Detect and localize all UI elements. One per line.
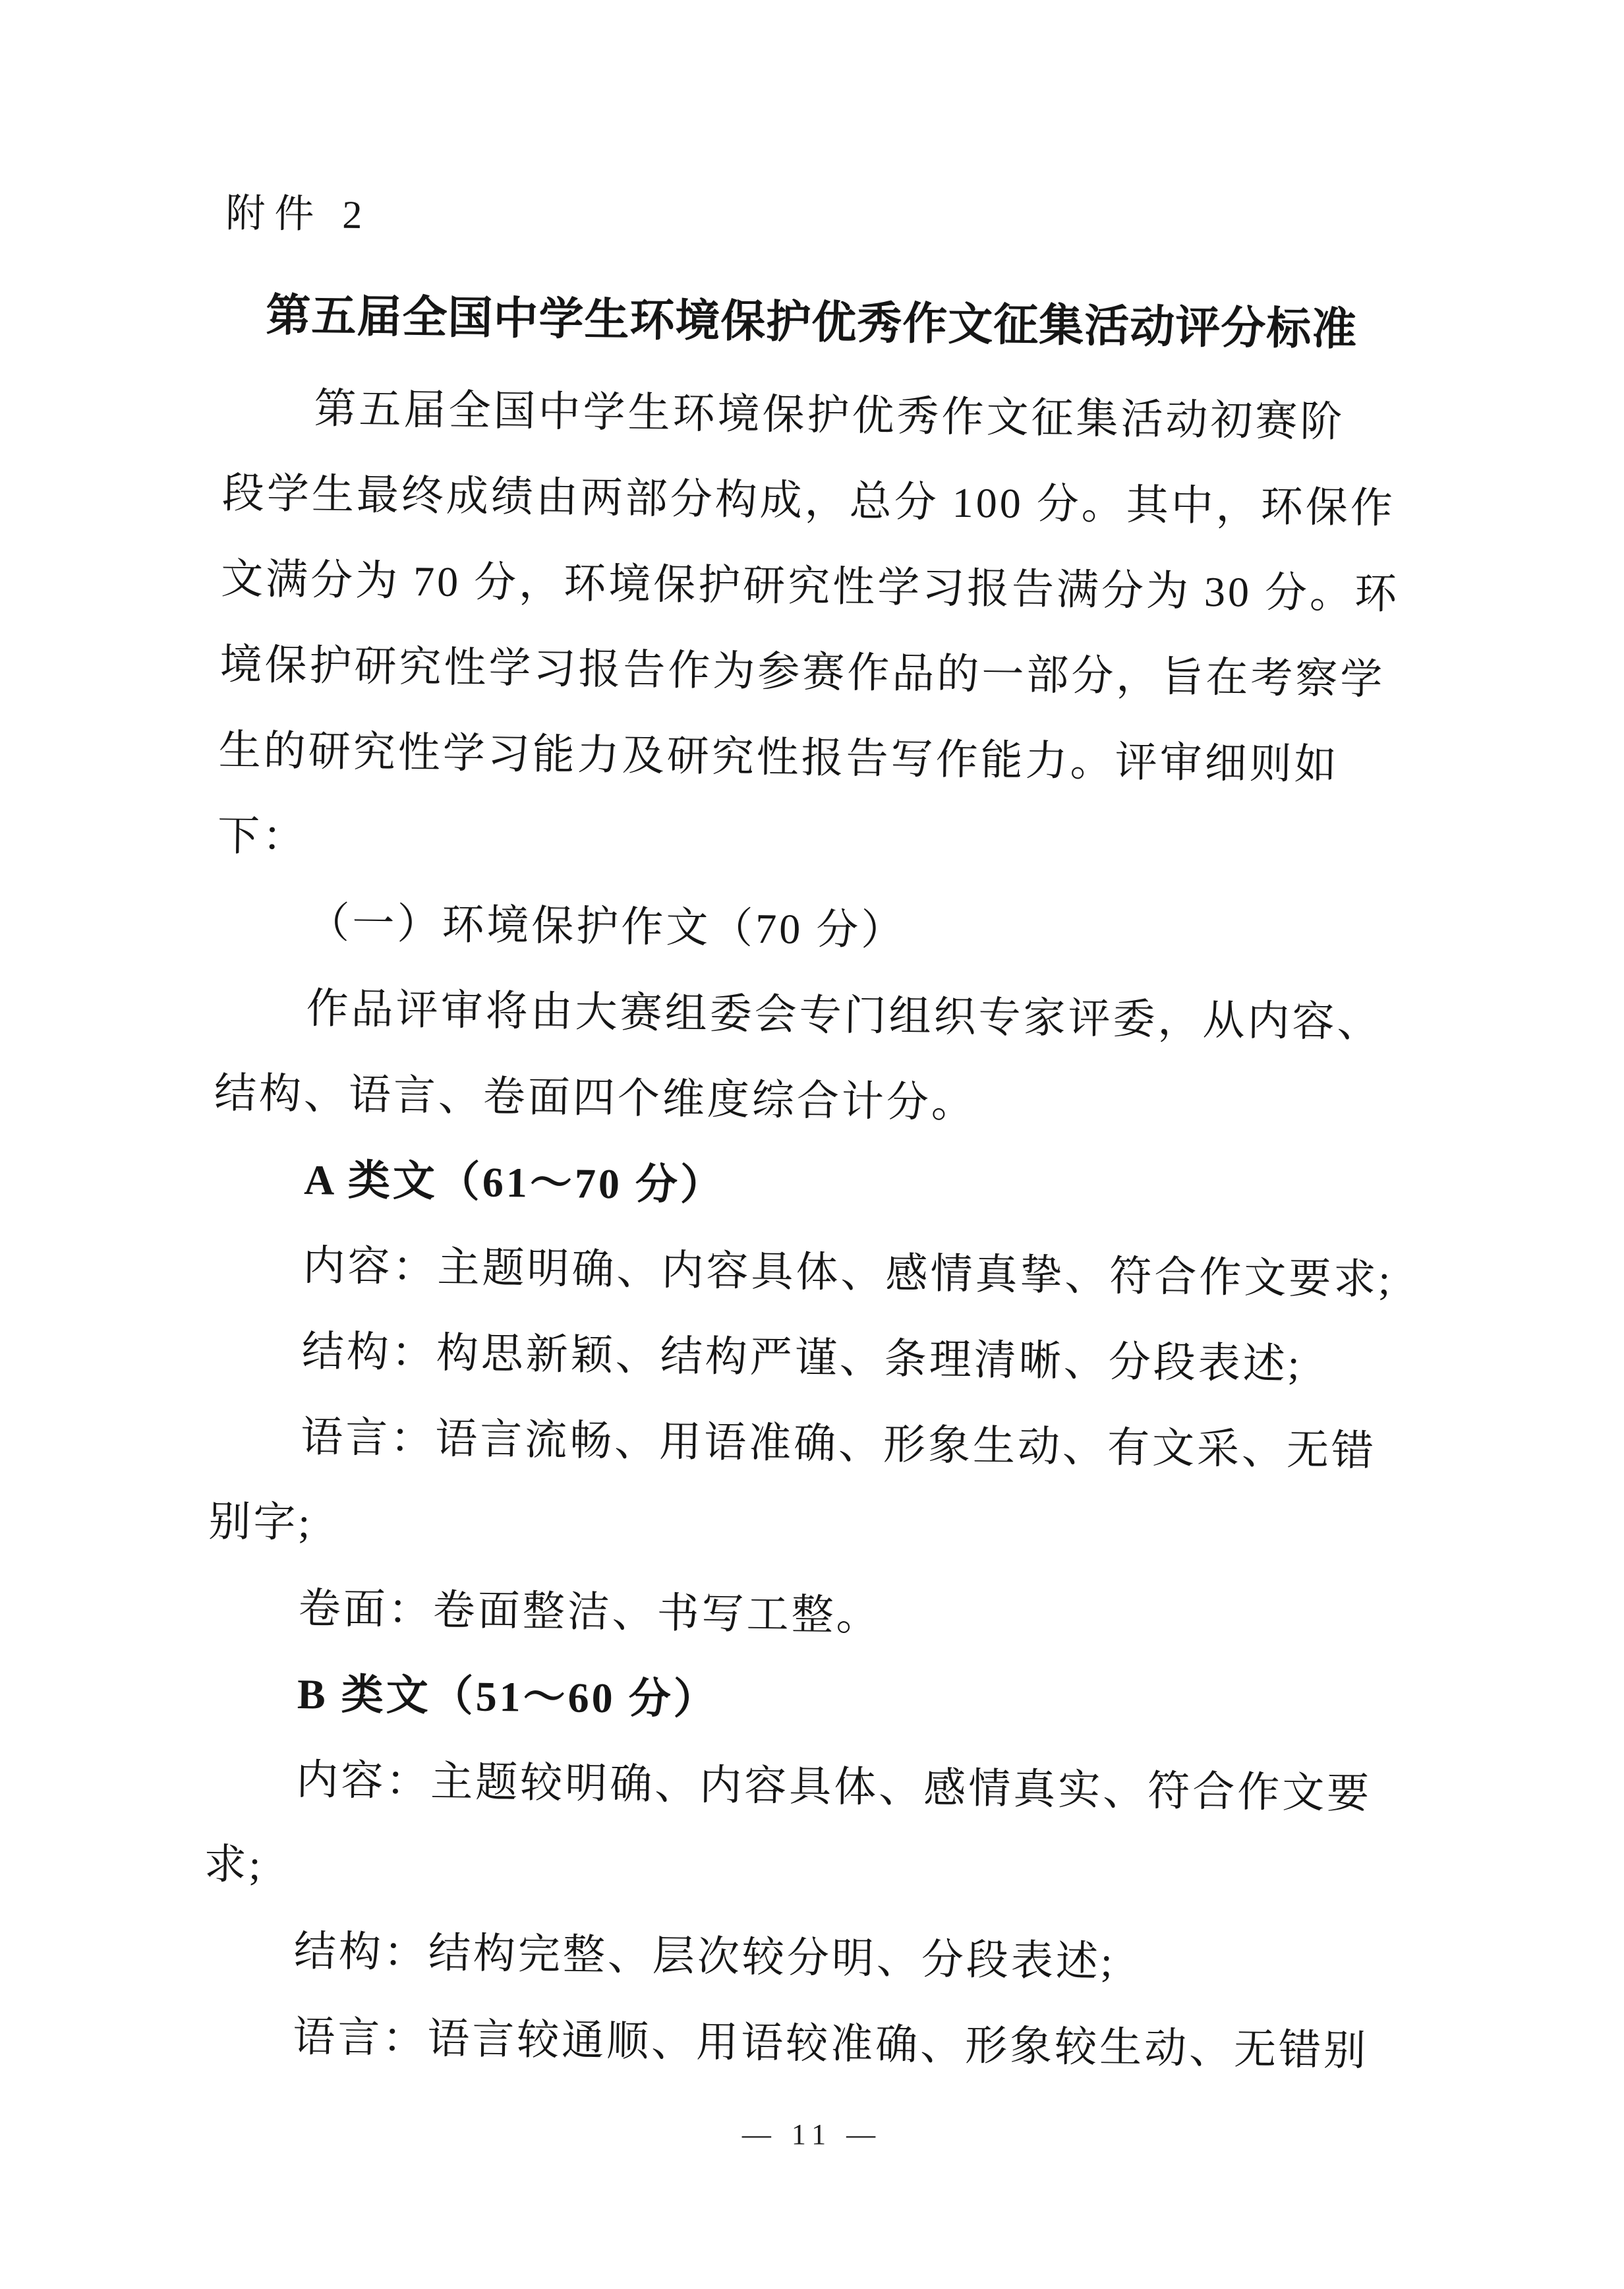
body-line: 段学生最终成绩由两部分构成，总分 100 分。其中，环保作 bbox=[221, 469, 1396, 532]
section-heading: （一）环境保护作文（70 分） bbox=[306, 899, 906, 954]
grade-b-heading: B 类文（51～60 分） bbox=[297, 1670, 719, 1723]
body-line: 求; bbox=[204, 1841, 264, 1889]
document-title: 第五届全国中学生环境保护优秀作文征集活动评分标准 bbox=[265, 290, 1358, 355]
body-line: 境保护研究性学习报告作为参赛作品的一部分，旨在考察学 bbox=[219, 641, 1385, 703]
body-line: 内容：主题明确、内容具体、感情真挚、符合作文要求; bbox=[303, 1242, 1393, 1303]
body-line: 内容：主题较明确、内容具体、感情真实、符合作文要 bbox=[295, 1756, 1372, 1818]
body-line: 结构：构思新颖、结构严谨、条理清晰、分段表述; bbox=[301, 1327, 1302, 1388]
grade-a-heading: A 类文（61～70 分） bbox=[303, 1156, 726, 1209]
body-line: 生的研究性学习能力及研究性报告写作能力。评审细则如 bbox=[218, 727, 1340, 788]
body-line: 结构：结构完整、层次较分明、分段表述; bbox=[293, 1927, 1116, 1986]
body-line: 语言：语言流畅、用语准确、形象生动、有文采、无错 bbox=[300, 1413, 1377, 1475]
body-line: 下： bbox=[217, 812, 308, 861]
body-line: 卷面：卷面整洁、书写工整。 bbox=[298, 1584, 882, 1640]
body-line: 结构、语言、卷面四个维度综合计分。 bbox=[214, 1069, 977, 1127]
document-body bbox=[201, 365, 1398, 2094]
document-content bbox=[201, 181, 1401, 2108]
body-line: 第五届全国中学生环境保护优秀作文征集活动初赛阶 bbox=[314, 385, 1345, 446]
body-line: 作品评审将由大赛组委会专门组织专家评委，从内容、 bbox=[306, 985, 1382, 1046]
body-line: 别字; bbox=[208, 1498, 313, 1547]
body-line: 语言：语言较通顺、用语较准确、形象较生动、无错别 bbox=[292, 2013, 1369, 2075]
body-line: 文满分为 70 分，环境保护研究性学习报告满分为 30 分。环 bbox=[220, 555, 1400, 618]
attachment-label: 附件 2 bbox=[225, 191, 372, 237]
page-number: — 11 — bbox=[741, 2118, 883, 2151]
